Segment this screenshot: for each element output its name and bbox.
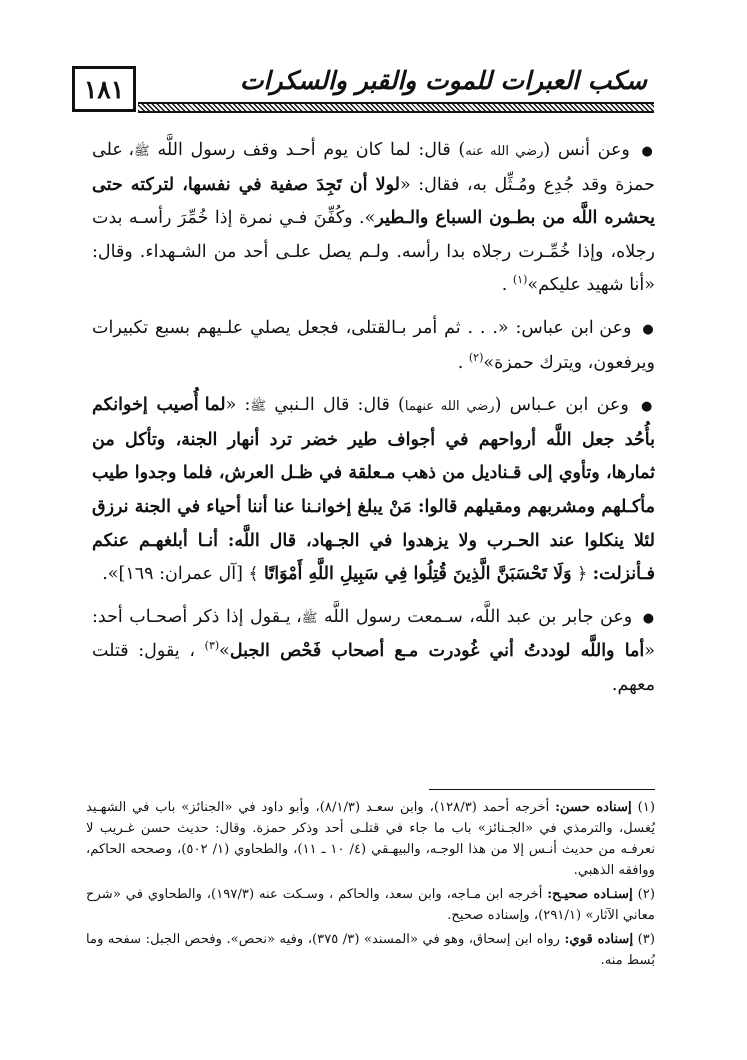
- footnote-number: (١): [637, 800, 655, 815]
- quran-close-bracket: ﴾: [248, 564, 259, 585]
- footnote-ref-2[interactable]: (٢): [468, 350, 484, 364]
- footnote-ref-1[interactable]: (١): [512, 273, 528, 287]
- salawat-symbol: ﷺ: [250, 399, 267, 415]
- footnote-grade: إسناده قوي:: [564, 932, 634, 947]
- salawat-symbol: ﷺ: [134, 144, 150, 159]
- text: وعن أنس: [557, 140, 630, 160]
- bullet-icon: ●: [642, 610, 656, 626]
- text: .: [501, 275, 513, 296]
- quran-open-bracket: ﴿: [577, 564, 588, 585]
- bullet-icon: ●: [641, 144, 655, 159]
- footnote-separator: [429, 789, 655, 790]
- hadith-text: لولا أن تَجِدَ صفية في نفسها، لتركته حتى يحشره اللَّه من بطـون السباع والـطير: [92, 174, 655, 229]
- paragraph-ibn-abbas-1: [92, 312, 655, 380]
- text: ». وكُفِّنَ فـي نمرة إذا خُمِّرَ رأسـه بدت رجلاه، وإذا خُمِّـرت رجلاه بدا رأسه. ولـم يصل علـى أحد من الشـهداء. وقال: «أنا شهيد عليكم»: [92, 208, 655, 296]
- text: قال: لما كان يوم أحـد وقف رسول اللَّه: [157, 140, 451, 160]
- text: ، يقول: قتلت معهم.: [92, 641, 655, 695]
- quran-verse: وَلَا تَحْسَبَنَّ الَّذِينَ قُتِلُوا فِي سَبِيلِ اللَّهِ أَمْوَاتًا: [264, 564, 572, 585]
- paragraph-anas: ● وعن أنس (رضي الله عنه) قال: لما كان يوم أحـد وقف رسول اللَّه ﷺ، على حمزة وقد جُدِع ومُـثِّل به، فقال: «لولا أن تَجِدَ صفية في نفسها، لتركته حتى يحشره اللَّه من بطـون السباع والـطير». وكُفِّنَ فـي نمرة إذا خُمِّرَ رأسـه بدت رجلاه، وإذا خُمِّـرت رجلاه بدا رأسه. ولـم يصل علـى أحد من الشـهداء. وقال: «أنا شهيد عليكم»$^{(١)}$ .: [92, 140, 655, 296]
- text: »: [219, 641, 230, 662]
- hadith-text: أما واللَّه لوددتُ أني غُودرت مـع أصحاب فَحْص الجبل: [229, 641, 645, 662]
- text: .: [457, 352, 469, 373]
- text: وعن ابن عباس: «. . . ثم أمر بـالقتلى، فجعل يصلي علـيهم بسبع تكبيرات ويرفعون، ويترك حمزة»: [92, 317, 655, 373]
- running-title: سكب العبرات للموت والقبر والسكرات: [240, 66, 647, 95]
- footnote-1: [86, 797, 655, 881]
- text: ».: [102, 564, 119, 585]
- footnote-number: (٢): [637, 887, 655, 902]
- main-text: [92, 134, 655, 712]
- bullet-icon: ●: [641, 399, 655, 415]
- radiya-symbol: رضي الله عنه: [465, 144, 544, 159]
- footnote-text: رواه ابن إسحاق، وهو في «المسند» (٣/ ٣٧٥)، وفيه «نحص». وفحص الجبل: سفحه وما بُسط منه.: [86, 932, 655, 968]
- hadith-text: لما أُصيب إخوانكم بأُحُد جعل اللَّه أرواحهم في أجواف طير خضر ترد أنهار الجنة، وتأكل من ثمارها، وتأوي إلى قـناديل من ذهب مـعلقة في ظـل العرش، فلما وجدوا طيب مأكـلهم ومشربهم ومقيلهم قالوا: مَنْ يبلغ إخوانـنا عنا أننا أحياء في الجنة نرزق لئلا ينكلوا عند الحـرب ولا يزهدوا في الجـهاد، قال اللَّه: أنـا أبلغهـم عنكم فـأنزلت:: [92, 395, 655, 585]
- footnote-grade: إسناده حسن:: [555, 800, 632, 815]
- footnote-text: أخرجه أحمد (١٢٨/٣)، وابن سعـد (٨/١/٣)، وأبو داود في «الجنائز» باب في الشهـيد يُغسل، والترمذي في «الجـنائز» باب ما جاء في قتلـى أحد وذكر حمزة. وقال: حديث حسن غـريب لا نعرفـه من حديث أنـس إلا من هذا الوجـه، والبيهـقي (٤/ ١٠ ـ ١١)، والطحاوي (١/ ٥٠٢)، وصححه الحاكم، ووافقه الذهبي.: [86, 800, 655, 878]
- page-number: ١٨١: [72, 66, 136, 112]
- text: وعن جابر بن عبد اللَّه، سـمعت رسول اللَّه: [324, 606, 633, 627]
- text: ، يـقول إذا ذكر أصحـاب أحد: «: [92, 606, 655, 662]
- paragraph-jabir: [92, 601, 655, 703]
- footnotes: [86, 797, 655, 971]
- text: قال: قال الـنبي: [274, 395, 390, 416]
- text: : «: [225, 395, 251, 416]
- paragraph-ibn-abbas-2: ● وعن ابن عـباس (رضي الله عنهما) قال: قال الـنبي ﷺ: «لما أُصيب إخوانكم بأُحُد جعل اللَّه أرواحهم في أجواف طير خضر ترد أنهار الجنة، وتأكل من ثمارها، وتأوي إلى قـناديل من ذهب مـعلقة في ظـل العرش، فلما وجدوا طيب مأكـلهم ومشربهم ومقيلهم قالوا: مَنْ يبلغ إخوانـنا عنا أننا أحياء في الجنة نرزق لئلا ينكلوا عند الحـرب ولا يزهدوا في الجـهاد، قال اللَّه: أنـا أبلغهـم عنكم فـأنزلت: ﴿ وَلَا تَحْسَبَنَّ الَّذِينَ قُتِلُوا فِي سَبِيلِ اللَّهِ أَمْوَاتًا ﴾ [آل عمران: ١٦٩]».: [92, 395, 655, 585]
- text: ، على حمزة وقد جُدِع ومُـثِّل به، فقال: «: [92, 140, 655, 195]
- radiya-symbol: رضي الله عنهما: [404, 399, 495, 415]
- text: وعن ابن عـباس: [509, 395, 629, 416]
- header-decorative-rule: [138, 102, 654, 113]
- footnote-grade: إسنـاده صحيـح:: [547, 887, 633, 902]
- salawat-symbol: ﷺ: [301, 610, 318, 626]
- footnote-2: [86, 884, 655, 926]
- footnote-number: (٣): [637, 932, 655, 947]
- bullet-icon: ●: [642, 321, 655, 337]
- verse-reference: [آل عمران: ١٦٩]: [118, 564, 243, 585]
- footnote-3: [86, 929, 655, 971]
- footnote-text: أخرجه ابن مـاجه، وابن سعد، والحاكم ، وسـكت عنه (١٩٧/٣)، والطحاوي في «شرح معاني الآثار» (٢٩١/١)، وإسناده صحيح.: [86, 887, 655, 923]
- footnote-ref-3[interactable]: (٣): [204, 639, 220, 653]
